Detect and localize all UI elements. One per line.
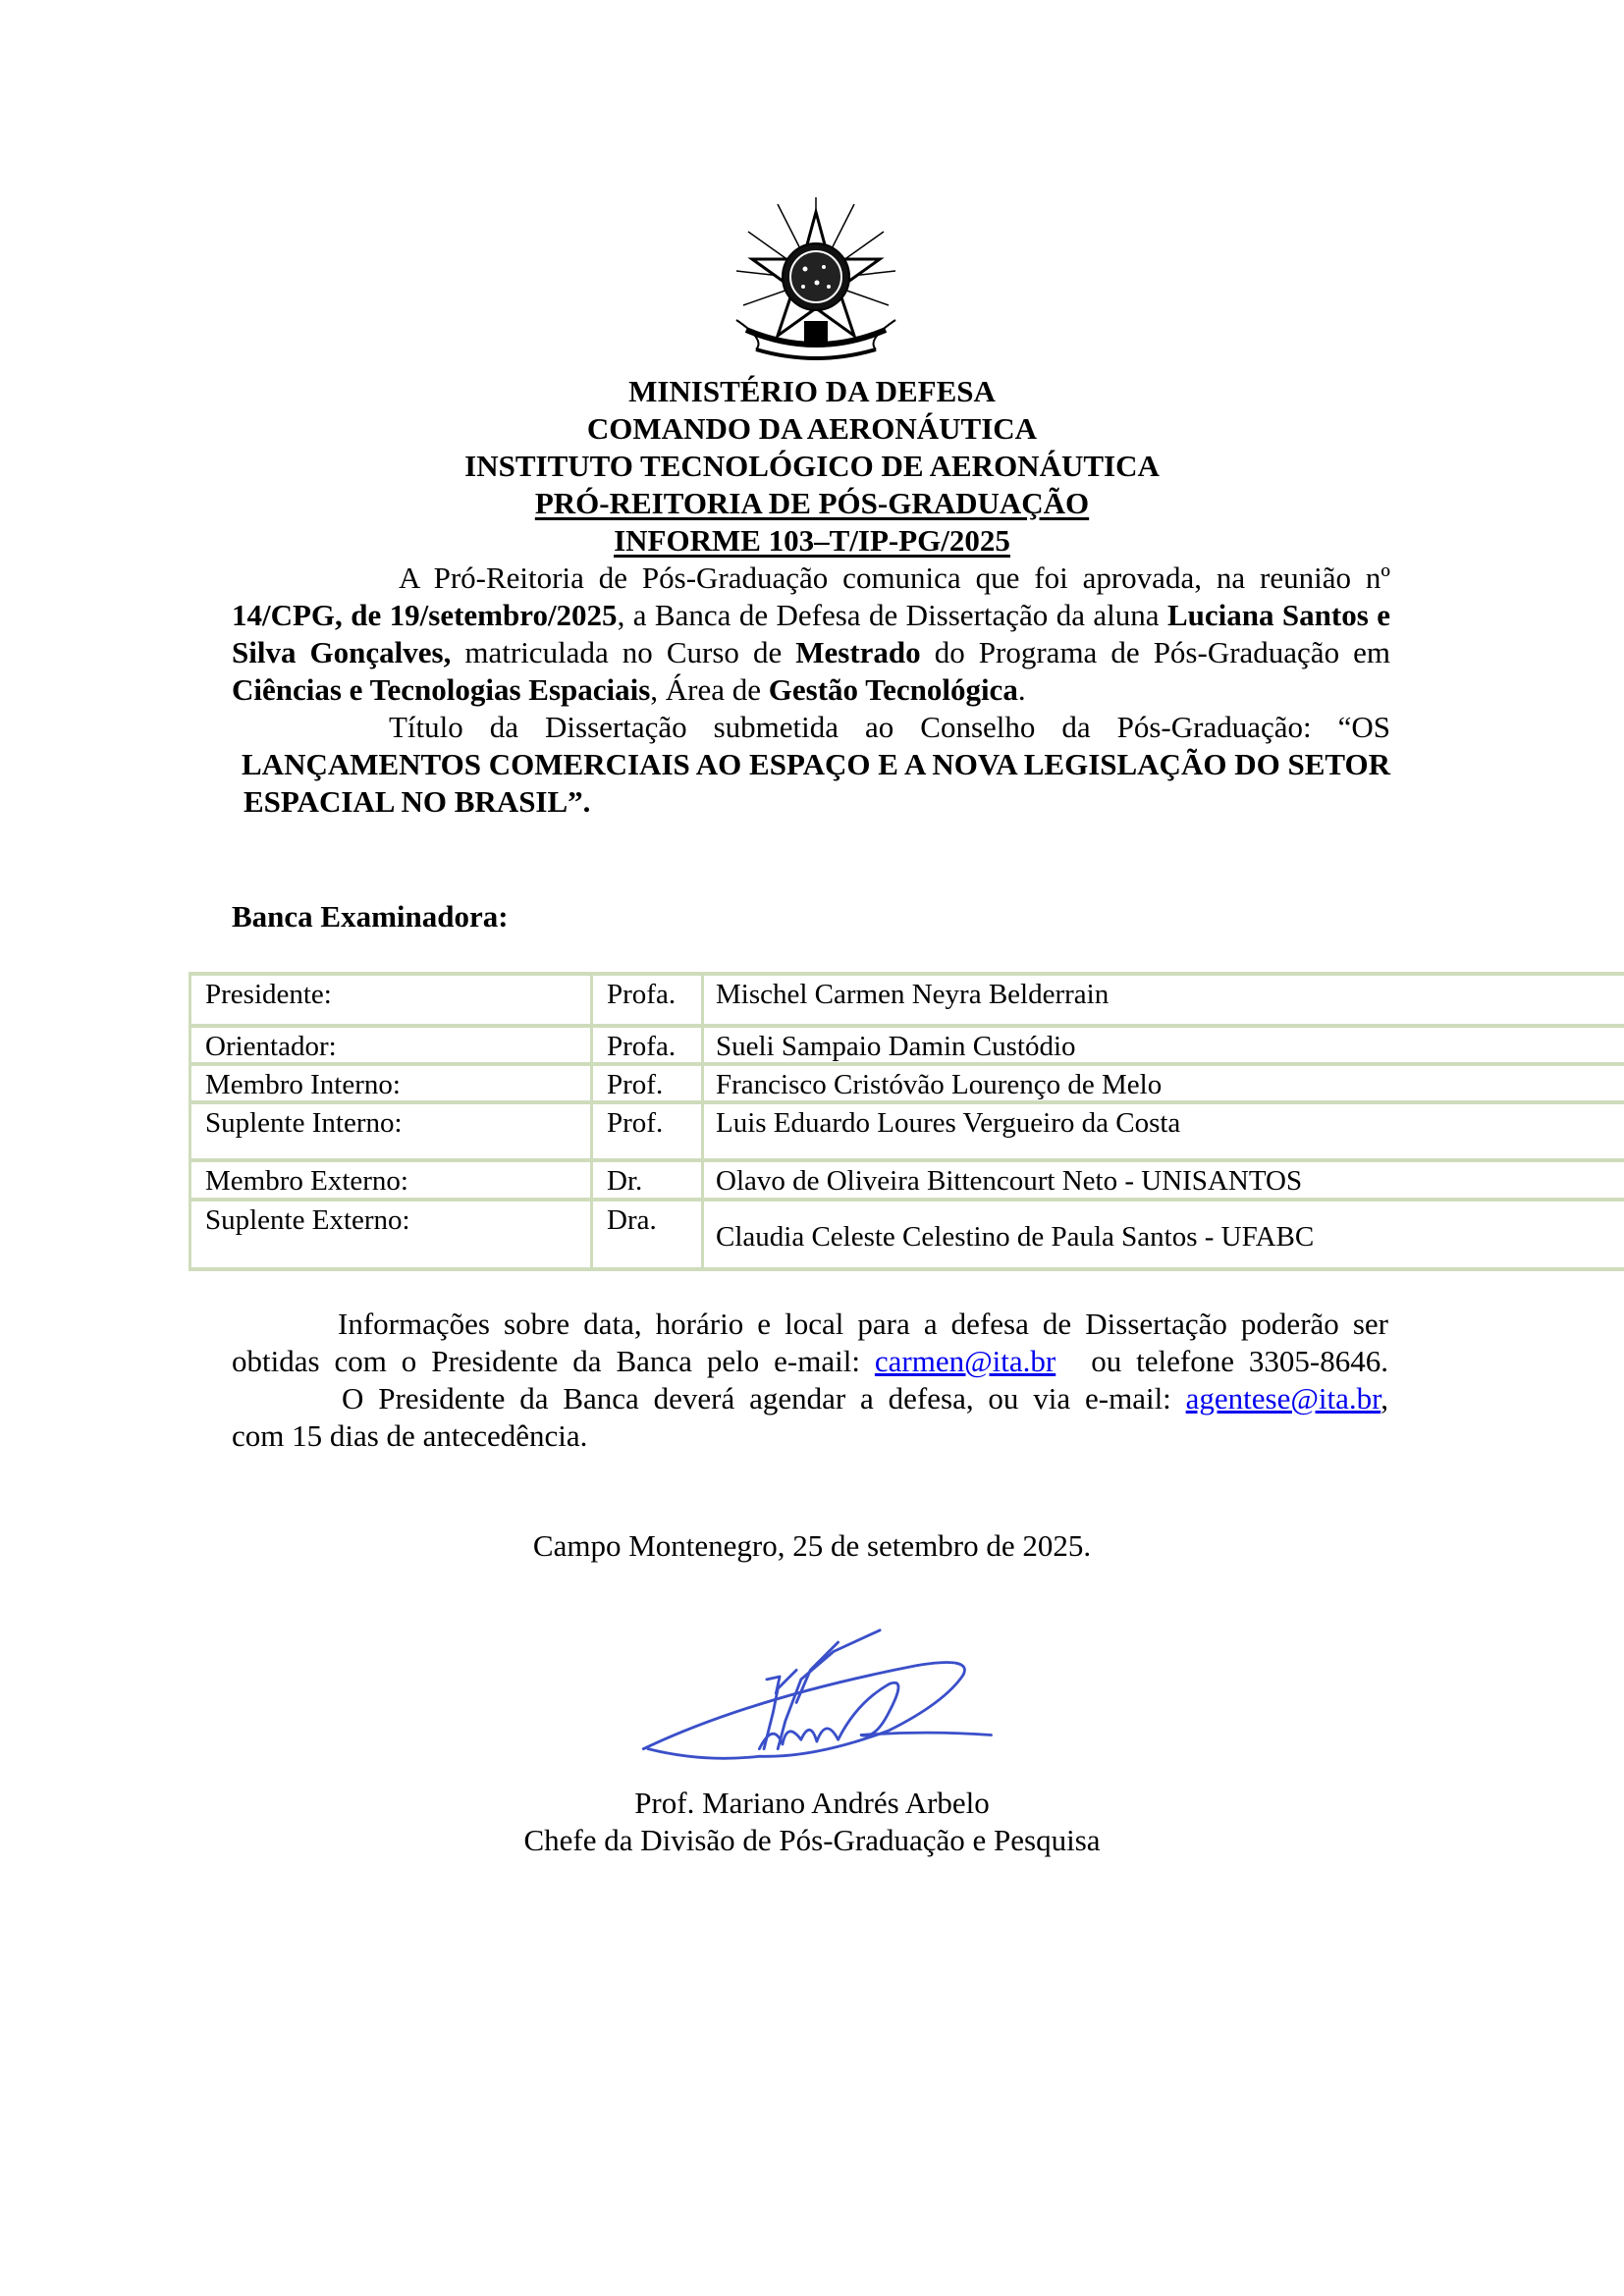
info-text: O Presidente da Banca deverá agendar a defesa, ou via e-mail: — [342, 1381, 1186, 1415]
info-text: ou telefone 3305-8646. — [1091, 1344, 1388, 1378]
title-cell: Prof. — [592, 1064, 703, 1102]
paragraph-text: A Pró-Reitoria de Pós-Graduação comunica que foi aprovada, na reunião nº — [399, 561, 1390, 595]
contact-info-paragraph — [232, 1306, 1388, 1455]
table-row — [190, 1200, 1624, 1269]
document-header — [0, 373, 1624, 560]
dissertation-title-block — [232, 709, 1390, 821]
place-and-date: Campo Montenegro, 25 de setembro de 2025. — [532, 1528, 1092, 1563]
member-name-cell: Francisco Cristóvão Lourenço de Melo — [703, 1064, 1624, 1102]
role-cell: Orientador: — [190, 1026, 592, 1064]
info-line: Informações sobre data, horário e local para a defesa de Dissertação poderão ser — [338, 1307, 1388, 1341]
signer-name: Prof. Mariano Andrés Arbelo — [634, 1786, 990, 1820]
course-name: Mestrado — [795, 635, 921, 669]
handwritten-signature-icon — [609, 1610, 1021, 1777]
dissertation-title-line: LANÇAMENTOS COMERCIAIS AO ESPAÇO E A NOVA LEGISLAÇÃO DO SETOR — [242, 747, 1390, 781]
paragraph-text: matriculada no Curso de — [451, 635, 796, 669]
signer-role: Chefe da Divisão de Pós-Graduação e Pesquisa — [523, 1823, 1101, 1857]
student-name: Luciana Santos e Silva Gonçalves, — [232, 598, 1390, 669]
role-cell: Suplente Externo: — [190, 1200, 592, 1269]
title-cell: Prof. — [592, 1102, 703, 1160]
paragraph-text: . — [1017, 672, 1026, 707]
announcement-paragraph — [232, 560, 1390, 709]
ministry-heading: MINISTÉRIO DA DEFESA — [628, 374, 996, 408]
meeting-reference: 14/CPG, de 19/setembro/2025 — [232, 598, 618, 632]
table-row — [190, 1064, 1624, 1102]
role-cell: Presidente: — [190, 974, 592, 1026]
paragraph-text: , Área de — [650, 672, 769, 707]
title-intro: Título da Dissertação submetida ao Conselho da Pós-Graduação: “OS — [389, 710, 1390, 744]
table-row — [190, 974, 1624, 1026]
brazil-coat-of-arms-icon — [727, 192, 905, 367]
member-name-cell: Olavo de Oliveira Bittencourt Neto - UNISANTOS — [703, 1160, 1624, 1200]
role-cell: Membro Interno: — [190, 1064, 592, 1102]
info-text: , — [1380, 1381, 1388, 1415]
informe-number: INFORME 103–T/IP-PG/2025 — [614, 523, 1010, 558]
table-row — [190, 1102, 1624, 1160]
dissertation-title-line: ESPACIAL NO BRASIL”. — [244, 784, 591, 819]
area-name: Gestão Tecnológica — [768, 672, 1018, 707]
info-text: obtidas com o Presidente da Banca pelo e-mail: — [232, 1344, 875, 1378]
title-cell: Profa. — [592, 1026, 703, 1064]
member-name-cell: Mischel Carmen Neyra Belderrain — [703, 974, 1624, 1026]
title-cell: Dr. — [592, 1160, 703, 1200]
info-line — [232, 1380, 1388, 1417]
scheduling-email-link[interactable]: agentese@ita.br — [1185, 1381, 1381, 1415]
table-row — [190, 1026, 1624, 1064]
title-cell: Profa. — [592, 974, 703, 1026]
info-line: com 15 dias de antecedência. — [232, 1418, 588, 1453]
info-line — [232, 1343, 1388, 1380]
title-cell: Dra. — [592, 1200, 703, 1269]
banca-label: Banca Examinadora: — [232, 899, 509, 934]
role-cell: Suplente Interno: — [190, 1102, 592, 1160]
program-name: Ciências e Tecnologias Espaciais — [232, 672, 651, 707]
paragraph-text: , a Banca de Defesa de Dissertação da aluna — [617, 598, 1167, 632]
table-row — [190, 1160, 1624, 1200]
member-name-cell: Sueli Sampaio Damin Custódio — [703, 1026, 1624, 1064]
examining-board-table — [189, 972, 1624, 1271]
role-cell: Membro Externo: — [190, 1160, 592, 1200]
paragraph-text: do Programa de Pós-Graduação em — [920, 635, 1390, 669]
member-name-cell: Luis Eduardo Loures Vergueiro da Costa — [703, 1102, 1624, 1160]
office-heading: PRÓ-REITORIA DE PÓS-GRADUAÇÃO — [534, 486, 1090, 520]
institute-heading: INSTITUTO TECNOLÓGICO DE AERONÁUTICA — [464, 449, 1160, 483]
member-name-cell: Claudia Celeste Celestino de Paula Santos - UFABC — [703, 1200, 1624, 1269]
command-heading: COMANDO DA AERONÁUTICA — [586, 411, 1038, 446]
president-email-link[interactable]: carmen@ita.br — [874, 1344, 1056, 1378]
